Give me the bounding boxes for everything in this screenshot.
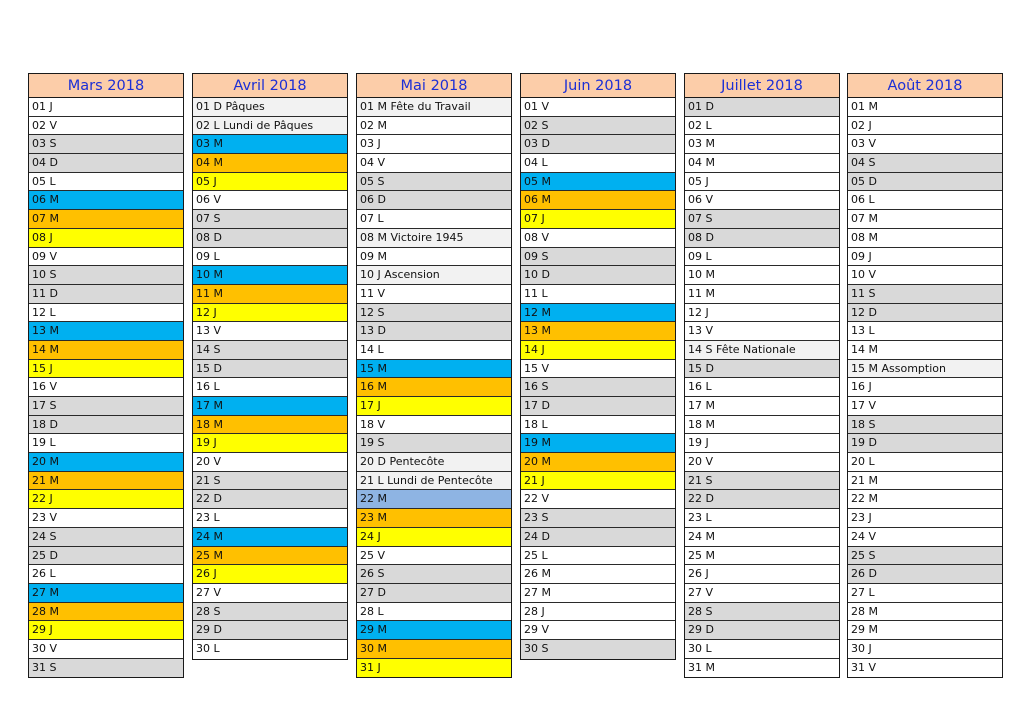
day-row: 24 M — [685, 528, 839, 547]
day-row: 28 S — [685, 603, 839, 622]
day-row: 10 M — [193, 266, 347, 285]
day-row: 22 D — [685, 490, 839, 509]
day-row: 16 M — [357, 378, 511, 397]
day-row: 20 L — [848, 453, 1002, 472]
month-column — [684, 73, 840, 678]
day-row: 23 S — [521, 509, 675, 528]
day-row: 22 J — [29, 490, 183, 509]
day-row: 06 V — [685, 191, 839, 210]
day-row: 11 L — [521, 285, 675, 304]
day-row: 28 L — [357, 603, 511, 622]
day-row: 09 M — [357, 248, 511, 267]
day-row: 10 D — [521, 266, 675, 285]
day-row: 02 S — [521, 117, 675, 136]
day-row: 31 M — [685, 659, 839, 678]
day-row: 21 M — [29, 472, 183, 491]
day-row: 27 V — [193, 584, 347, 603]
day-row: 27 V — [685, 584, 839, 603]
day-row: 10 J Ascension — [357, 266, 511, 285]
day-row: 03 J — [357, 135, 511, 154]
day-row: 23 L — [193, 509, 347, 528]
month-title: Mars 2018 — [29, 74, 183, 98]
day-row: 15 V — [521, 360, 675, 379]
day-row: 04 L — [521, 154, 675, 173]
day-row: 27 L — [848, 584, 1002, 603]
day-row: 16 J — [848, 378, 1002, 397]
day-row: 21 J — [521, 472, 675, 491]
day-row: 20 M — [29, 453, 183, 472]
day-row: 18 S — [848, 416, 1002, 435]
day-row: 10 S — [29, 266, 183, 285]
day-row: 02 M — [357, 117, 511, 136]
day-row: 21 M — [848, 472, 1002, 491]
day-row: 05 D — [848, 173, 1002, 192]
day-row: 13 M — [521, 322, 675, 341]
month-column — [192, 73, 348, 660]
month-column — [28, 73, 184, 678]
day-row: 29 V — [521, 621, 675, 640]
day-row: 18 D — [29, 416, 183, 435]
day-row: 08 M Victoire 1945 — [357, 229, 511, 248]
day-row: 27 M — [29, 584, 183, 603]
day-row: 26 M — [521, 565, 675, 584]
day-row: 24 M — [193, 528, 347, 547]
day-row: 19 D — [848, 434, 1002, 453]
day-row: 27 M — [521, 584, 675, 603]
day-row: 17 S — [29, 397, 183, 416]
day-row: 04 S — [848, 154, 1002, 173]
day-row: 12 J — [685, 304, 839, 323]
day-row: 27 D — [357, 584, 511, 603]
day-row: 04 M — [685, 154, 839, 173]
day-row: 22 M — [848, 490, 1002, 509]
day-row: 21 S — [193, 472, 347, 491]
day-row: 08 J — [29, 229, 183, 248]
day-row: 05 J — [193, 173, 347, 192]
day-row: 30 M — [357, 640, 511, 659]
day-row: 24 S — [29, 528, 183, 547]
day-row: 03 M — [685, 135, 839, 154]
day-row: 07 L — [357, 210, 511, 229]
day-row: 20 D Pentecôte — [357, 453, 511, 472]
month-column — [520, 73, 676, 660]
day-row: 18 M — [193, 416, 347, 435]
day-row: 11 D — [29, 285, 183, 304]
month-days — [848, 98, 1002, 677]
day-row: 08 V — [521, 229, 675, 248]
day-row: 12 L — [29, 304, 183, 323]
day-row: 16 V — [29, 378, 183, 397]
day-row: 24 V — [848, 528, 1002, 547]
day-row: 15 D — [193, 360, 347, 379]
day-row: 06 V — [193, 191, 347, 210]
day-row: 20 V — [193, 453, 347, 472]
day-row: 29 D — [685, 621, 839, 640]
day-row: 05 J — [685, 173, 839, 192]
month-title: Avril 2018 — [193, 74, 347, 98]
month-days — [29, 98, 183, 677]
day-row: 23 L — [685, 509, 839, 528]
day-row: 04 D — [29, 154, 183, 173]
day-row: 01 D — [685, 98, 839, 117]
day-row: 14 S Fête Nationale — [685, 341, 839, 360]
day-row: 07 S — [193, 210, 347, 229]
month-days — [521, 98, 675, 659]
day-row: 01 V — [521, 98, 675, 117]
day-row: 19 J — [685, 434, 839, 453]
day-row: 19 L — [29, 434, 183, 453]
day-row: 08 D — [685, 229, 839, 248]
day-row: 11 S — [848, 285, 1002, 304]
day-row: 21 S — [685, 472, 839, 491]
month-column — [356, 73, 512, 678]
day-row: 31 S — [29, 659, 183, 678]
day-row: 06 L — [848, 191, 1002, 210]
day-row: 23 M — [357, 509, 511, 528]
day-row: 17 J — [357, 397, 511, 416]
day-row: 25 S — [848, 547, 1002, 566]
day-row: 12 M — [521, 304, 675, 323]
day-row: 12 J — [193, 304, 347, 323]
day-row: 05 S — [357, 173, 511, 192]
day-row: 26 J — [193, 565, 347, 584]
day-row: 03 M — [193, 135, 347, 154]
month-title: Juillet 2018 — [685, 74, 839, 98]
day-row: 24 D — [521, 528, 675, 547]
day-row: 29 M — [848, 621, 1002, 640]
month-column — [847, 73, 1003, 678]
day-row: 28 M — [848, 603, 1002, 622]
day-row: 19 M — [521, 434, 675, 453]
day-row: 11 M — [193, 285, 347, 304]
day-row: 21 L Lundi de Pentecôte — [357, 472, 511, 491]
day-row: 01 J — [29, 98, 183, 117]
day-row: 16 L — [685, 378, 839, 397]
day-row: 18 M — [685, 416, 839, 435]
day-row: 07 J — [521, 210, 675, 229]
day-row: 08 D — [193, 229, 347, 248]
day-row: 18 L — [521, 416, 675, 435]
month-days — [685, 98, 839, 677]
day-row: 04 M — [193, 154, 347, 173]
day-row: 03 D — [521, 135, 675, 154]
day-row: 13 D — [357, 322, 511, 341]
day-row: 02 L Lundi de Pâques — [193, 117, 347, 136]
day-row: 28 J — [521, 603, 675, 622]
day-row: 17 V — [848, 397, 1002, 416]
day-row: 03 V — [848, 135, 1002, 154]
day-row: 04 V — [357, 154, 511, 173]
day-row: 19 S — [357, 434, 511, 453]
day-row: 26 D — [848, 565, 1002, 584]
day-row: 23 J — [848, 509, 1002, 528]
month-days — [193, 98, 347, 659]
day-row: 10 V — [848, 266, 1002, 285]
day-row: 26 S — [357, 565, 511, 584]
day-row: 30 L — [685, 640, 839, 659]
day-row: 25 V — [357, 547, 511, 566]
day-row: 14 M — [29, 341, 183, 360]
day-row: 25 L — [521, 547, 675, 566]
day-row: 05 M — [521, 173, 675, 192]
day-row: 01 M — [848, 98, 1002, 117]
day-row: 14 M — [848, 341, 1002, 360]
day-row: 31 J — [357, 659, 511, 678]
day-row: 25 M — [685, 547, 839, 566]
day-row: 28 M — [29, 603, 183, 622]
day-row: 14 S — [193, 341, 347, 360]
day-row: 09 L — [685, 248, 839, 267]
day-row: 22 M — [357, 490, 511, 509]
day-row: 14 J — [521, 341, 675, 360]
day-row: 20 M — [521, 453, 675, 472]
day-row: 02 V — [29, 117, 183, 136]
day-row: 29 M — [357, 621, 511, 640]
day-row: 15 D — [685, 360, 839, 379]
day-row: 18 V — [357, 416, 511, 435]
day-row: 25 D — [29, 547, 183, 566]
day-row: 09 S — [521, 248, 675, 267]
day-row: 08 M — [848, 229, 1002, 248]
day-row: 12 D — [848, 304, 1002, 323]
day-row: 22 V — [521, 490, 675, 509]
day-row: 31 V — [848, 659, 1002, 678]
day-row: 06 M — [29, 191, 183, 210]
day-row: 03 S — [29, 135, 183, 154]
day-row: 02 L — [685, 117, 839, 136]
day-row: 16 S — [521, 378, 675, 397]
month-title: Août 2018 — [848, 74, 1002, 98]
day-row: 14 L — [357, 341, 511, 360]
day-row: 06 D — [357, 191, 511, 210]
day-row: 30 S — [521, 640, 675, 659]
day-row: 10 M — [685, 266, 839, 285]
day-row: 05 L — [29, 173, 183, 192]
day-row: 13 V — [685, 322, 839, 341]
day-row: 19 J — [193, 434, 347, 453]
day-row: 09 J — [848, 248, 1002, 267]
day-row: 17 M — [193, 397, 347, 416]
day-row: 11 M — [685, 285, 839, 304]
day-row: 23 V — [29, 509, 183, 528]
day-row: 12 S — [357, 304, 511, 323]
day-row: 26 J — [685, 565, 839, 584]
day-row: 16 L — [193, 378, 347, 397]
day-row: 25 M — [193, 547, 347, 566]
day-row: 15 M Assomption — [848, 360, 1002, 379]
day-row: 26 L — [29, 565, 183, 584]
day-row: 01 M Fête du Travail — [357, 98, 511, 117]
day-row: 09 L — [193, 248, 347, 267]
day-row: 07 S — [685, 210, 839, 229]
month-title: Mai 2018 — [357, 74, 511, 98]
day-row: 13 M — [29, 322, 183, 341]
day-row: 07 M — [848, 210, 1002, 229]
day-row: 09 V — [29, 248, 183, 267]
day-row: 07 M — [29, 210, 183, 229]
day-row: 30 L — [193, 640, 347, 659]
day-row: 29 D — [193, 621, 347, 640]
day-row: 15 J — [29, 360, 183, 379]
day-row: 22 D — [193, 490, 347, 509]
day-row: 20 V — [685, 453, 839, 472]
day-row: 24 J — [357, 528, 511, 547]
day-row: 11 V — [357, 285, 511, 304]
day-row: 02 J — [848, 117, 1002, 136]
month-title: Juin 2018 — [521, 74, 675, 98]
day-row: 06 M — [521, 191, 675, 210]
day-row: 13 V — [193, 322, 347, 341]
day-row: 15 M — [357, 360, 511, 379]
day-row: 29 J — [29, 621, 183, 640]
day-row: 30 V — [29, 640, 183, 659]
day-row: 13 L — [848, 322, 1002, 341]
day-row: 28 S — [193, 603, 347, 622]
day-row: 30 J — [848, 640, 1002, 659]
day-row: 17 M — [685, 397, 839, 416]
month-days — [357, 98, 511, 677]
day-row: 17 D — [521, 397, 675, 416]
day-row: 01 D Pâques — [193, 98, 347, 117]
